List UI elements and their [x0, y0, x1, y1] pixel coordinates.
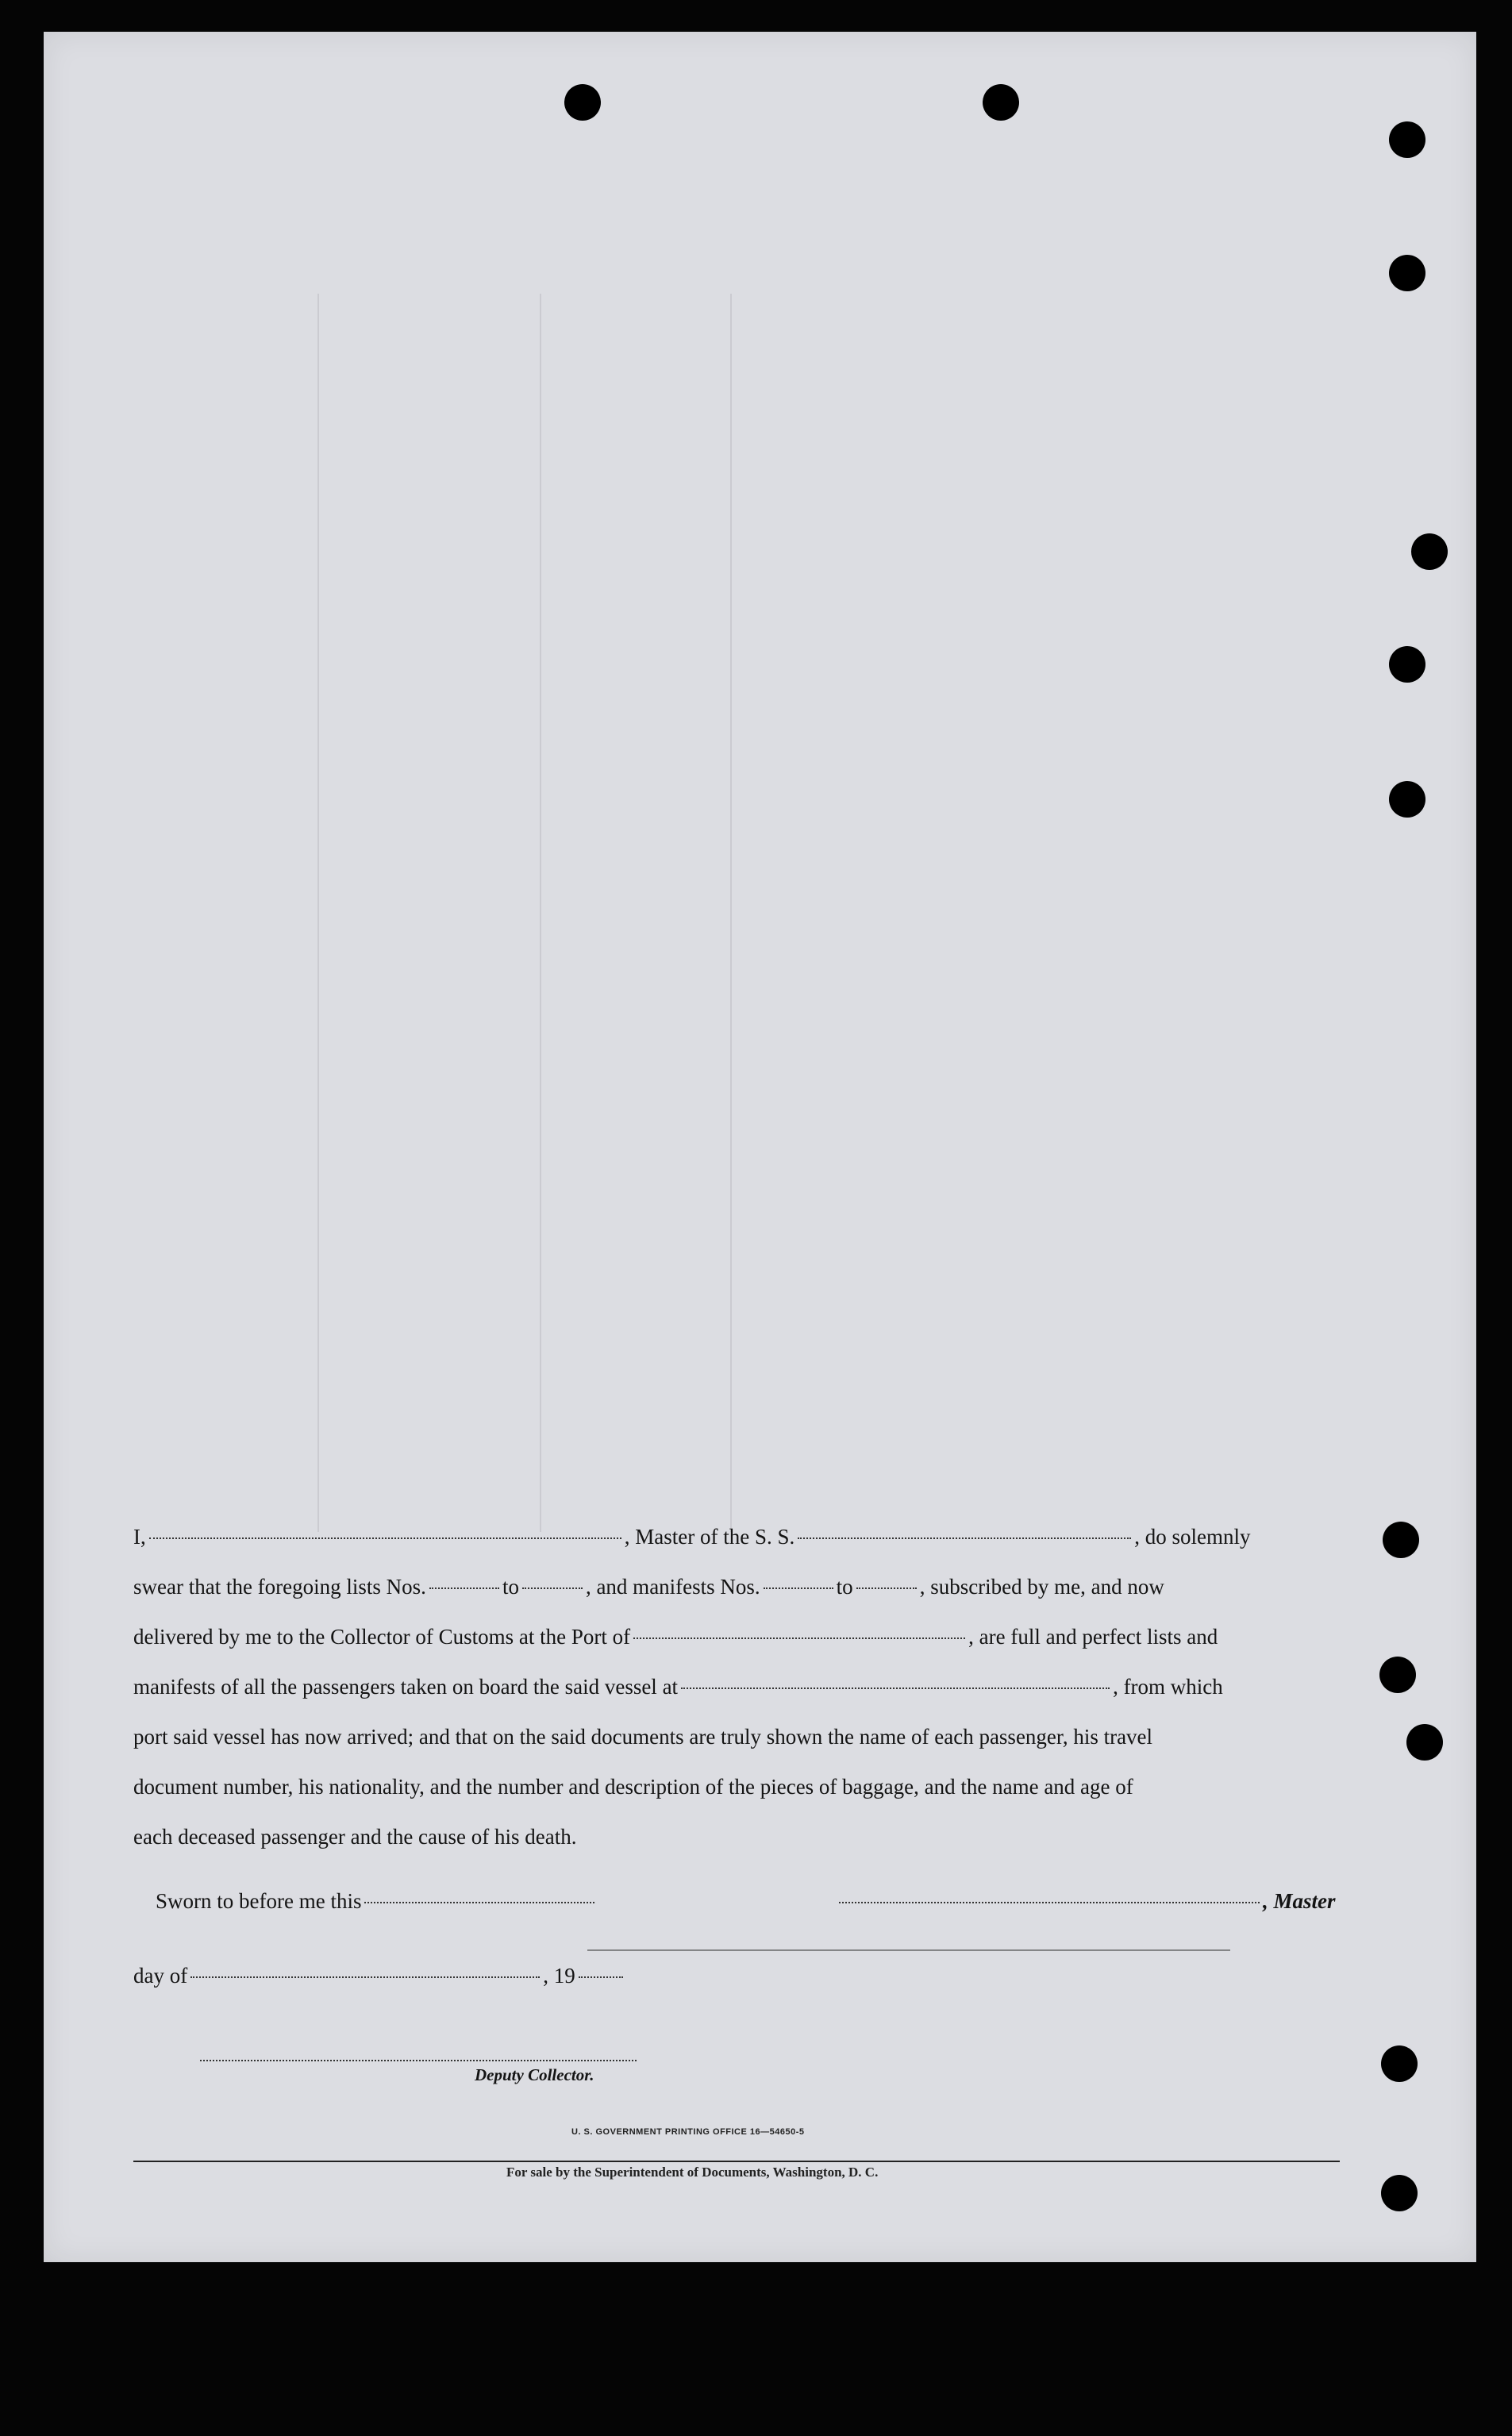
manifests-from-blank	[764, 1587, 833, 1589]
punch-hole	[1389, 646, 1425, 683]
day-of-blank	[190, 1976, 540, 1978]
oath-line-6	[133, 1762, 1344, 1812]
sale-notice: For sale by the Superintendent of Documents, Washington, D. C.	[506, 2165, 879, 2180]
master-name-blank	[149, 1537, 621, 1539]
punch-hole	[1379, 1657, 1416, 1693]
oath-perfect-lists: , are full and perfect lists and	[968, 1625, 1218, 1649]
vessel-name-blank	[798, 1537, 1131, 1539]
sworn-date-blank	[364, 1902, 594, 1903]
punch-hole	[1411, 533, 1448, 570]
bleed-through-rule	[317, 294, 319, 1532]
oath-solemnly: , do solemnly	[1134, 1525, 1251, 1549]
oath-line-1	[133, 1512, 1344, 1562]
master-signature-row	[836, 1889, 1336, 1914]
oath-line-2	[133, 1562, 1344, 1612]
punch-hole	[1381, 2045, 1418, 2082]
punch-hole	[1389, 781, 1425, 818]
oath-vessel-label: , Master of the S. S.	[624, 1525, 795, 1549]
deputy-collector-label: Deputy Collector.	[475, 2065, 594, 2084]
oath-to-label: to	[836, 1575, 853, 1599]
oath-pronoun: I,	[133, 1525, 146, 1549]
punch-hole	[1383, 1522, 1419, 1558]
form-page	[44, 32, 1476, 2262]
footer-rule	[133, 2161, 1340, 2162]
oath-line-4	[133, 1662, 1344, 1712]
day-of-row	[133, 1964, 626, 1988]
port-blank	[633, 1637, 965, 1639]
oath-manifests-label: , and manifests Nos.	[585, 1575, 760, 1599]
punch-hole	[564, 84, 601, 121]
bleed-through-rule	[540, 294, 541, 1532]
oath-subscribed: , subscribed by me, and now	[919, 1575, 1164, 1599]
printing-office-imprint: U. S. GOVERNMENT PRINTING OFFICE 16—54650-5	[571, 2127, 805, 2137]
master-signature-blank	[839, 1902, 1260, 1903]
oath-port-label: delivered by me to the Collector of Customs at the Port of	[133, 1625, 631, 1649]
punch-hole	[1389, 255, 1425, 291]
departure-port-blank	[681, 1687, 1110, 1689]
oath-line-5	[133, 1712, 1344, 1762]
sworn-label: Sworn to before me this	[156, 1889, 362, 1913]
lists-from-blank	[429, 1587, 499, 1589]
punch-hole	[1389, 121, 1425, 158]
sworn-row	[156, 1889, 598, 1914]
oath-to-label: to	[502, 1575, 519, 1599]
year-label: , 19	[543, 1964, 575, 1988]
oath-text: document number, his nationality, and the number and description of the pieces of baggage, and the name and age of	[133, 1775, 1133, 1799]
oath-lists-label: swear that the foregoing lists Nos.	[133, 1575, 426, 1599]
year-blank	[579, 1976, 623, 1978]
master-label: , Master	[1263, 1889, 1336, 1913]
day-of-label: day of	[133, 1964, 188, 1988]
oath-paragraph	[133, 1512, 1344, 1862]
punch-hole	[1406, 1724, 1443, 1761]
oath-taken-on-board: manifests of all the passengers taken on board the said vessel at	[133, 1675, 679, 1699]
oath-line-7	[133, 1812, 1344, 1862]
oath-line-3	[133, 1612, 1344, 1662]
lists-to-blank	[522, 1587, 583, 1589]
oath-text: port said vessel has now arrived; and that on the said documents are truly shown the name of each passenger, his travel	[133, 1725, 1153, 1749]
strike-mark	[587, 1949, 1230, 1951]
oath-text: each deceased passenger and the cause of his death.	[133, 1825, 577, 1849]
punch-hole	[1381, 2175, 1418, 2211]
punch-hole	[983, 84, 1019, 121]
manifests-to-blank	[856, 1587, 917, 1589]
oath-from-which: , from which	[1113, 1675, 1223, 1699]
bleed-through-rule	[730, 294, 732, 1532]
deputy-collector-line	[200, 2060, 637, 2061]
